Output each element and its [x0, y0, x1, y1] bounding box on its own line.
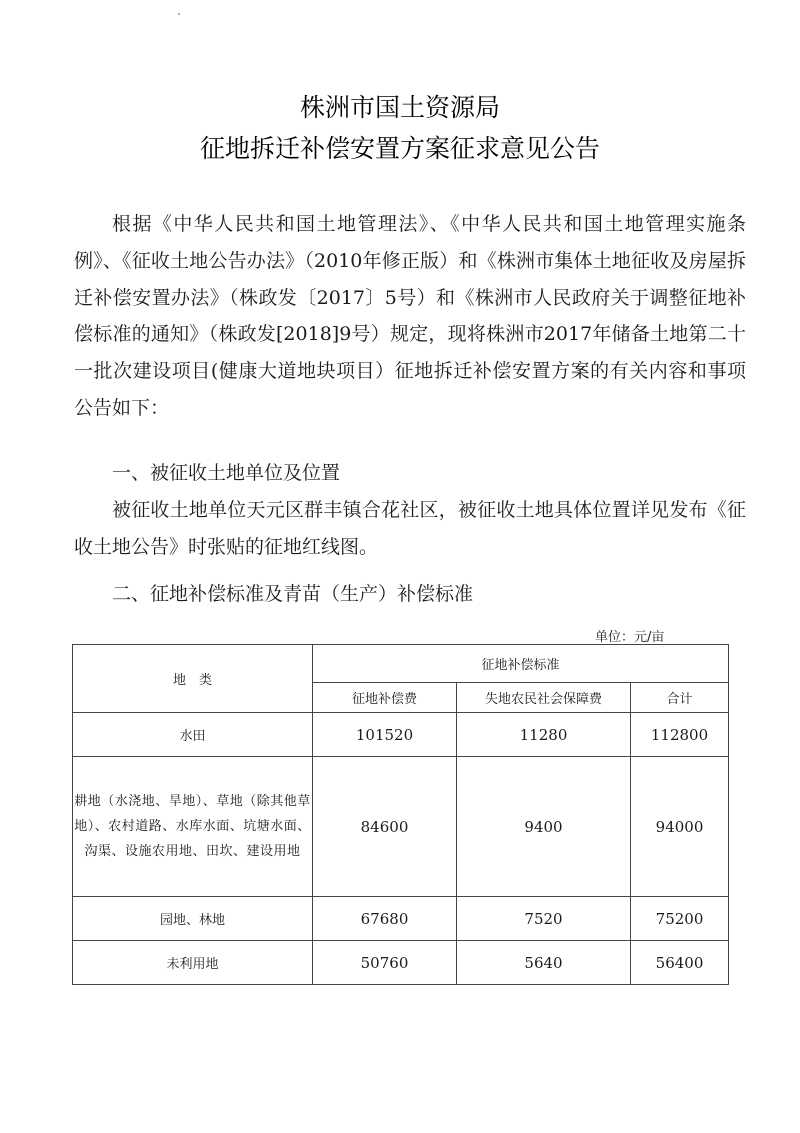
total-cell: 94000: [631, 757, 729, 897]
social-security-cell: 7520: [457, 897, 631, 941]
social-security-cell: 9400: [457, 757, 631, 897]
land-compensation-cell: 84600: [313, 757, 457, 897]
land-type-cell: 耕地（水浇地、旱地）、草地（除其他草地）、农村道路、水库水面、坑塘水面、沟渠、设施农用地、田坎、建设用地: [73, 757, 313, 897]
header-land-type: 地 类: [73, 645, 313, 713]
land-compensation-cell: 67680: [313, 897, 457, 941]
header-total: 合计: [631, 683, 729, 713]
total-cell: 75200: [631, 897, 729, 941]
compensation-table: [72, 644, 729, 985]
section-2-heading: 二、征地补偿标准及青苗（生产）补偿标准: [112, 583, 474, 605]
intro-paragraph: 根据《中华人民共和国土地管理法》、《中华人民共和国土地管理实施条例》、《征收土地公告办法》（2010年修正版）和《株洲市集体土地征收及房屋拆迁补偿安置办法》（株政发〔2017〕5号）和《株洲市人民政府关于调整征地补偿标准的通知》（株政发[2018]9号）规定，现将株洲市2017年储备土地第二十一批次建设项目(健康大道地块项目）征地拆迁补偿安置方案的有关内容和事项公告如下：: [74, 213, 746, 419]
social-security-cell: 11280: [457, 713, 631, 757]
header-land-compensation: 征地补偿费: [313, 683, 457, 713]
land-type-cell: 水田: [73, 713, 313, 757]
section-1-heading: 一、被征收土地单位及位置: [112, 462, 341, 484]
table-unit-label: 单位：元/亩: [595, 630, 665, 645]
land-compensation-cell: 101520: [313, 713, 457, 757]
header-social-security: 失地农民社会保障费: [457, 683, 631, 713]
social-security-cell: 5640: [457, 941, 631, 985]
table-row: [73, 897, 729, 941]
total-cell: 112800: [631, 713, 729, 757]
header-compensation-standard: 征地补偿标准: [313, 645, 729, 683]
land-type-cell: 园地、林地: [73, 897, 313, 941]
table-row: [73, 713, 729, 757]
table-row: [73, 757, 729, 897]
land-type-cell: 未利用地: [73, 941, 313, 985]
table-row: [73, 941, 729, 985]
document-title: 征地拆迁补偿安置方案征求意见公告: [199, 134, 600, 163]
section-1-text: 被征收土地单位天元区群丰镇合花社区，被征收土地具体位置详见发布《征收土地公告》时张贴的征地红线图。: [74, 499, 746, 558]
scan-dot: [178, 13, 180, 15]
total-cell: 56400: [631, 941, 729, 985]
land-compensation-cell: 50760: [313, 941, 457, 985]
document-title-org: 株洲市国土资源局: [299, 93, 500, 122]
